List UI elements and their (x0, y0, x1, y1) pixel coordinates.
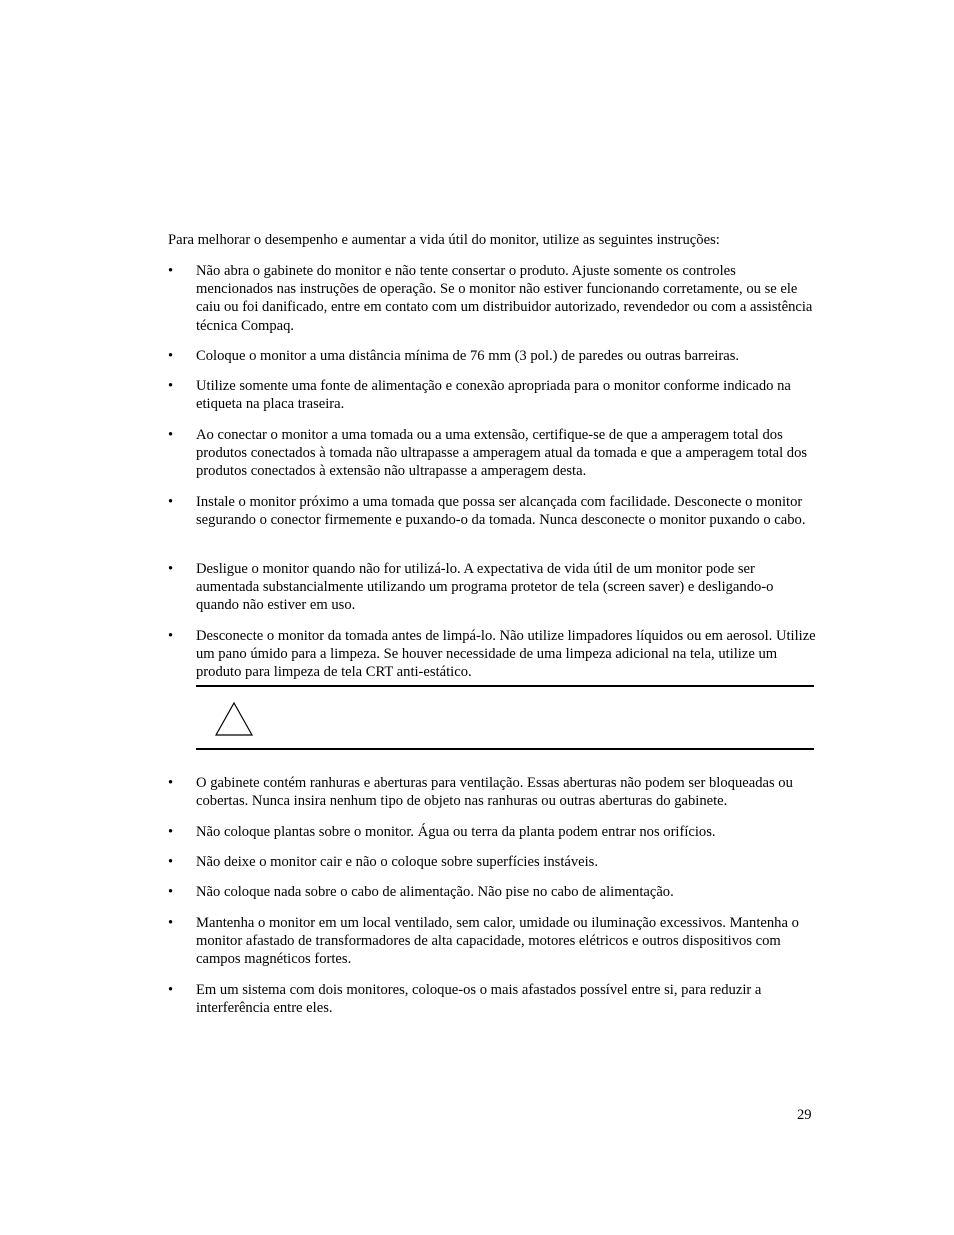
warning-triangle-icon (214, 701, 254, 737)
list-item-text: Não coloque nada sobre o cabo de alimentação. Não pise no cabo de alimentação. (196, 884, 674, 900)
list-item-text: Ao conectar o monitor a uma tomada ou a uma extensão, certifique-se de que a amperagem total dos produtos conectados à tomada não ultrapasse a amperagem atual da tomada e que a amperagem total dos produtos conectados à extensão não ultrapasse a amperagem desta. (196, 427, 808, 480)
bullet-icon: • (168, 915, 174, 931)
caution-box (196, 685, 814, 750)
intro-paragraph: Para melhorar o desempenho e aumentar a vida útil do monitor, utilize as seguintes instruções: (168, 232, 720, 248)
list-item-text: Desconecte o monitor da tomada antes de limpá-lo. Não utilize limpadores líquidos ou em aerosol. Utilize um pano úmido para a limpeza. Se houver necessidade de uma limpeza adicional na tela, utilize um produto para limpeza de tela CRT anti-estático. (196, 628, 816, 681)
bullet-icon: • (168, 378, 174, 394)
list-item-text: O gabinete contém ranhuras e aberturas para ventilação. Essas aberturas não podem ser bloqueadas ou cobertas. Nunca insira nenhum tipo de objeto nas ranhuras ou outras aberturas do gabinete. (196, 775, 793, 810)
list-item-text: Mantenha o monitor em um local ventilado, sem calor, umidade ou iluminação excessivos. Mantenha o monitor afastado de transformadores de alta capacidade, motores elétricos e outros dispositivos com campos magnéticos fortes. (196, 915, 799, 968)
bullet-icon: • (168, 884, 174, 900)
list-item-text: Desligue o monitor quando não for utilizá-lo. A expectativa de vida útil de um monitor pode ser aumentada substancialmente utilizando um programa protetor de tela (screen saver) e desligando-o quando não estiver em uso. (196, 561, 774, 614)
bullet-icon: • (168, 628, 174, 644)
bullet-icon: • (168, 348, 174, 364)
list-item-text: Não abra o gabinete do monitor e não tente consertar o produto. Ajuste somente os controles mencionados nas instruções de operação. Se o monitor não estiver funcionando corretamente, ou se ele caiu ou foi danificado, entre em contato com um distribuidor autorizado, revendedor ou com a assistência técnica Compaq. (196, 263, 813, 334)
bullet-icon: • (168, 824, 174, 840)
list-item-text: Coloque o monitor a uma distância mínima de 76 mm (3 pol.) de paredes ou outras barreiras. (196, 348, 740, 364)
list-item-text: Não coloque plantas sobre o monitor. Água ou terra da planta podem entrar nos orifícios. (196, 824, 716, 840)
bullet-icon: • (168, 494, 174, 510)
list-item-text: Instale o monitor próximo a uma tomada que possa ser alcançada com facilidade. Desconecte o monitor segurando o conector firmemente e puxando-o da tomada. Nunca desconecte o monitor puxando o cabo. (196, 494, 806, 529)
bullet-icon: • (168, 263, 174, 279)
bullet-icon: • (168, 982, 174, 998)
list-item-text: Em um sistema com dois monitores, coloque-os o mais afastados possível entre si, para reduzir a interferência entre eles. (196, 982, 762, 1017)
bullet-icon: • (168, 775, 174, 791)
bullet-icon: • (168, 854, 174, 870)
bullet-icon: • (168, 561, 174, 577)
list-item-text: Não deixe o monitor cair e não o coloque sobre superfícies instáveis. (196, 854, 599, 870)
page-number: 29 (797, 1107, 812, 1123)
list-item-text: Utilize somente uma fonte de alimentação e conexão apropriada para o monitor conforme indicado na etiqueta na placa traseira. (196, 378, 791, 413)
bullet-icon: • (168, 427, 174, 443)
